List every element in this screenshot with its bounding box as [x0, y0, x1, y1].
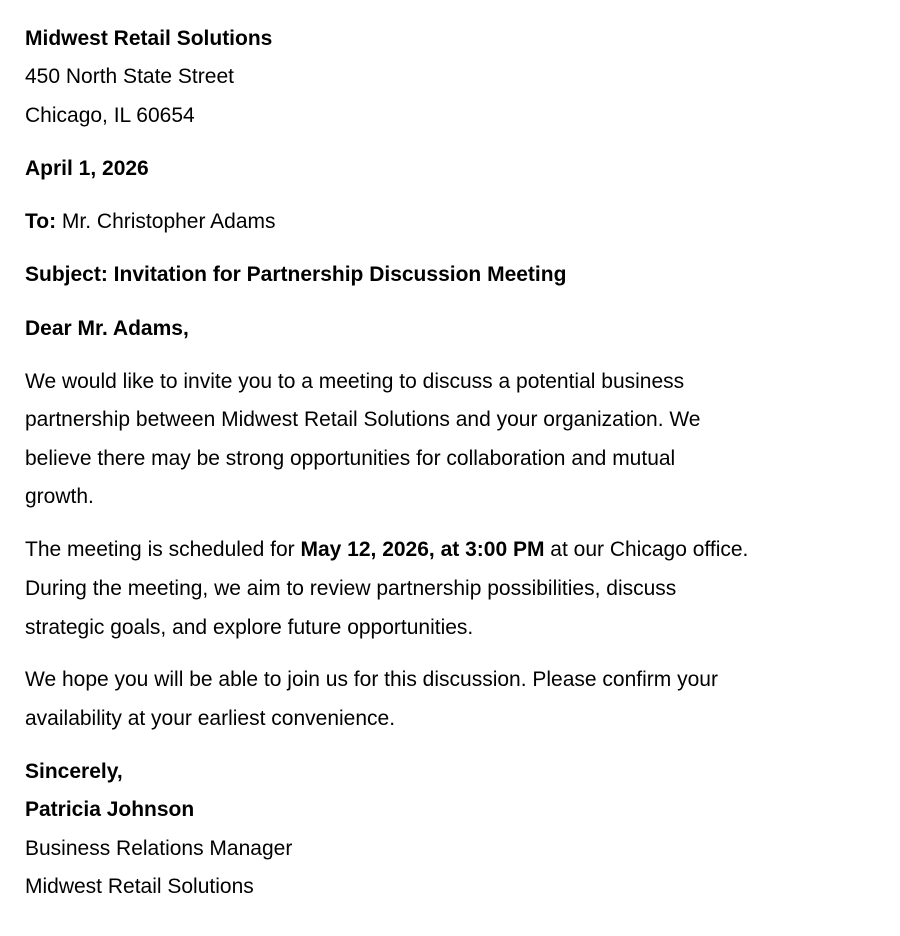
signer-name: Patricia Johnson: [25, 798, 195, 821]
salutation: Dear Mr. Adams,: [25, 317, 189, 340]
sender-city: Chicago, IL 60654: [25, 104, 195, 127]
letter-date: April 1, 2026: [25, 157, 149, 180]
body-p3-line: We hope you will be able to join us for this discussion. Please confirm your: [25, 668, 718, 691]
recipient-label: To:: [25, 210, 57, 233]
body-p1-line: partnership between Midwest Retail Solutions and your organization. We: [25, 408, 701, 431]
body-p2-line: [25, 539, 748, 560]
sender-street: 450 North State Street: [25, 65, 234, 88]
body-p1-line: We would like to invite you to a meeting to discuss a potential business: [25, 370, 685, 393]
valediction: Sincerely,: [25, 760, 123, 783]
signer-title: Business Relations Manager: [25, 837, 293, 860]
signer-company: Midwest Retail Solutions: [25, 875, 254, 898]
body-p1-line: believe there may be strong opportunities for collaboration and mutual: [25, 447, 676, 470]
subject-line: Subject: Invitation for Partnership Discussion Meeting: [25, 263, 567, 286]
body-p2-line: strategic goals, and explore future opportunities.: [25, 616, 474, 639]
sender-company: Midwest Retail Solutions: [25, 27, 273, 50]
recipient-name: Mr. Christopher Adams: [56, 210, 276, 233]
body-p1-line: growth.: [25, 485, 94, 508]
recipient-line: [25, 211, 276, 232]
body-p2-line: During the meeting, we aim to review partnership possibilities, discuss: [25, 577, 677, 600]
body-p2-post: at our Chicago office.: [544, 538, 749, 561]
meeting-datetime: May 12, 2026, at 3:00 PM: [300, 538, 545, 561]
body-p3-line: availability at your earliest convenience.: [25, 707, 396, 730]
body-p2-pre: The meeting is scheduled for: [25, 538, 301, 561]
